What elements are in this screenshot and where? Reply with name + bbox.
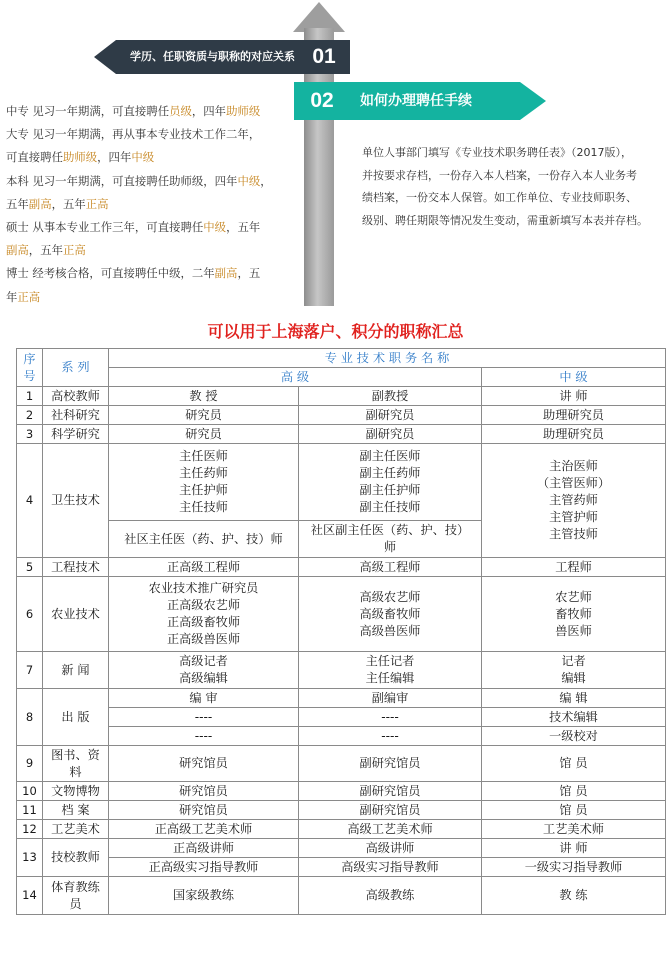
rule-highlight: 副高: [214, 266, 238, 281]
sign1-number: 01: [312, 45, 336, 68]
row-series-line: 员: [69, 896, 82, 911]
rule-text: 可直接聘任: [6, 150, 63, 165]
page-title: 可以用于上海落户、积分的职称汇总: [207, 322, 464, 341]
header-no: 序 号: [17, 349, 43, 387]
row-vice-senior: 副研究馆员: [299, 746, 482, 782]
row-middle: 一级实习指导教师: [482, 858, 666, 877]
rule-text: ，五年: [226, 220, 261, 235]
row-senior-line: 正高级畜牧师: [166, 615, 241, 629]
row-no: 11: [17, 801, 43, 820]
rule-line: [6, 170, 296, 193]
row-senior: 研究员: [109, 406, 299, 425]
row-vice-senior: 高级教练: [299, 877, 482, 915]
row-no: 6: [17, 577, 43, 652]
row-senior: 编 审: [109, 689, 299, 708]
row-series: 出 版: [43, 689, 109, 746]
row-middle-line: 农艺师: [555, 589, 592, 604]
table-row: [17, 801, 666, 820]
row-senior: ----: [109, 727, 299, 746]
row-series: 科学研究: [43, 425, 109, 444]
table-row: [17, 425, 666, 444]
rule-text: 博士 经考核合格，可直接聘任中级，二年: [6, 266, 215, 281]
row-vice-senior-line: 社区副主任医（药、护、技）: [310, 523, 470, 537]
row-senior-line: 主任药师: [179, 466, 228, 480]
row-senior: [109, 652, 299, 689]
rule-line: [6, 123, 296, 146]
rule-highlight: 正高: [85, 196, 109, 211]
table-row: [17, 444, 666, 521]
row-middle: 馆 员: [482, 746, 666, 782]
rule-line: [6, 239, 296, 262]
table-row: [17, 652, 666, 689]
rule-text: 硕士 从事本专业工作三年，可直接聘任: [6, 220, 204, 235]
row-middle: 工程师: [482, 558, 666, 577]
row-series: 高校教师: [43, 387, 109, 406]
rule-line: [6, 216, 296, 239]
row-vice-senior: [299, 444, 482, 521]
row-vice-senior: 高级工程师: [299, 558, 482, 577]
row-middle-line: 主治医师: [549, 459, 598, 473]
row-middle: 工艺美术师: [482, 820, 666, 839]
row-series: [43, 746, 109, 782]
row-middle-line: 兽医师: [555, 623, 592, 638]
row-senior: 正高级工艺美术师: [109, 820, 299, 839]
row-middle-line: （主管医师）: [536, 476, 611, 490]
row-vice-senior: [299, 577, 482, 652]
rule-highlight: 中级: [203, 220, 227, 235]
rule-text: ，四年: [191, 104, 227, 118]
row-senior-line: 主任医师: [179, 449, 228, 463]
row-vice-senior-line: 高级畜牧师: [359, 606, 421, 621]
rule-text: ，五年: [51, 196, 86, 211]
row-middle-line: 主管护师: [549, 510, 598, 524]
row-no: 2: [17, 406, 43, 425]
row-series: 农业技术: [43, 577, 109, 652]
row-series: 卫生技术: [43, 444, 109, 558]
rule-text: 年: [6, 289, 18, 304]
row-vice-senior-line: 高级兽医师: [359, 623, 421, 638]
rule-line: [6, 146, 296, 169]
row-middle: 讲 师: [482, 839, 666, 858]
rule-highlight: 助师级: [62, 150, 98, 165]
row-vice-senior: [299, 521, 482, 558]
rule-line: [6, 193, 296, 216]
rule-text: ，五年: [28, 243, 63, 258]
row-senior: 社区主任医（药、护、技）师: [109, 521, 299, 558]
row-middle: 馆 员: [482, 801, 666, 820]
header-series: 系 列: [43, 349, 109, 387]
rule-highlight: 正高: [17, 289, 41, 304]
row-senior: 正高级讲师: [109, 839, 299, 858]
rule-highlight: 员级: [169, 104, 192, 118]
table-row: [17, 782, 666, 801]
row-vice-senior: 副编审: [299, 689, 482, 708]
header-middle: 中 级: [482, 368, 666, 387]
table-row: [17, 746, 666, 782]
row-no: 5: [17, 558, 43, 577]
row-middle: 助理研究员: [482, 425, 666, 444]
rule-highlight: 正高: [62, 243, 86, 258]
procedure-line: 并按要求存档，一份存入本人档案，一份存入本人业务考: [362, 168, 637, 182]
row-no: 1: [17, 387, 43, 406]
row-senior: [109, 577, 299, 652]
table-row: [17, 387, 666, 406]
table-header-row: [17, 349, 666, 368]
row-series: 工程技术: [43, 558, 109, 577]
row-series: 文物博物: [43, 782, 109, 801]
row-senior-line: 主任技师: [179, 500, 228, 514]
sign2-text: 如何办理聘任手续: [360, 93, 472, 109]
row-senior: ----: [109, 708, 299, 727]
row-vice-senior: 副研究员: [299, 425, 482, 444]
sign1-text: 学历、任职资质与职称的对应关系: [130, 50, 295, 63]
rule-text: 五年: [6, 196, 29, 211]
row-series: 社科研究: [43, 406, 109, 425]
row-middle-line: 记者: [561, 654, 586, 668]
row-no: 4: [17, 444, 43, 558]
table-row: [17, 820, 666, 839]
row-no: 13: [17, 839, 43, 877]
table-row: [17, 577, 666, 652]
row-middle: 编 辑: [482, 689, 666, 708]
row-vice-senior-line: 副主任药师: [359, 466, 421, 480]
row-no: 12: [17, 820, 43, 839]
row-middle: 讲 师: [482, 387, 666, 406]
row-senior-line: 正高级农艺师: [166, 598, 241, 612]
row-senior-line: 高级记者: [179, 654, 228, 668]
row-vice-senior-line: 主任编辑: [365, 671, 415, 685]
row-senior: 教 授: [109, 387, 299, 406]
rule-text: ，: [260, 173, 272, 188]
row-senior: 国家级教练: [109, 877, 299, 915]
sign2-banner: [294, 82, 520, 120]
table-row: [17, 877, 666, 915]
row-vice-senior: 副研究馆员: [299, 801, 482, 820]
table-row: [17, 839, 666, 858]
row-no: 8: [17, 689, 43, 746]
sign2-number: 02: [310, 89, 334, 112]
row-vice-senior: ----: [299, 727, 482, 746]
row-middle: 馆 员: [482, 782, 666, 801]
rule-text: 中专 见习一年期满，可直接聘任: [6, 104, 170, 118]
qualification-rules-text: [6, 100, 296, 309]
row-series-line: 料: [69, 764, 82, 779]
row-middle: [482, 577, 666, 652]
procedure-line: 单位人事部门填写《专业技术职务聘任表》（2017版），: [362, 146, 632, 159]
row-middle: 助理研究员: [482, 406, 666, 425]
row-series: 工艺美术: [43, 820, 109, 839]
row-vice-senior-line: 高级农艺师: [359, 589, 421, 604]
row-senior: 研究馆员: [109, 782, 299, 801]
row-no: 10: [17, 782, 43, 801]
row-senior-line: 主任护师: [179, 483, 228, 497]
row-series: 档 案: [43, 801, 109, 820]
rule-highlight: 中级: [131, 150, 155, 165]
row-vice-senior-line: 副主任护师: [359, 483, 421, 497]
row-senior: 研究馆员: [109, 801, 299, 820]
row-senior: 正高级工程师: [109, 558, 299, 577]
rule-line: [6, 262, 296, 285]
row-middle: 一级校对: [482, 727, 666, 746]
table-row: [17, 558, 666, 577]
row-senior: 研究员: [109, 425, 299, 444]
row-vice-senior-line: 副主任技师: [359, 500, 421, 514]
row-series: 技校教师: [43, 839, 109, 877]
sign2-arrow-shape: [520, 82, 546, 120]
row-middle: [482, 652, 666, 689]
row-vice-senior-line: 主任记者: [365, 654, 415, 668]
row-senior: [109, 444, 299, 521]
procedure-line: 绩档案，一份交本人保管。如工作单位、专业技师职务、: [362, 191, 637, 204]
row-vice-senior: 高级工艺美术师: [299, 820, 482, 839]
rule-line: [6, 286, 296, 309]
row-middle: 技术编辑: [482, 708, 666, 727]
rule-highlight: 中级: [237, 173, 261, 188]
rule-highlight: 副高: [28, 196, 52, 211]
row-vice-senior: 高级实习指导教师: [299, 858, 482, 877]
row-vice-senior: 高级讲师: [299, 839, 482, 858]
rule-highlight: 助师级: [226, 104, 261, 118]
row-no: 7: [17, 652, 43, 689]
table-row: [17, 727, 666, 746]
row-series: 新 闻: [43, 652, 109, 689]
rule-highlight: 副高: [6, 243, 29, 258]
row-no: 14: [17, 877, 43, 915]
procedure-line: 级别、聘任期限等情况发生变动，需重新填写本表并存档。: [362, 213, 648, 227]
row-middle-line: 主管药师: [549, 493, 598, 507]
header-group: 专 业 技 术 职 务 名 称: [109, 349, 666, 368]
row-vice-senior: ----: [299, 708, 482, 727]
row-series-line: 图书、资: [51, 747, 100, 762]
row-vice-senior-line: 副主任医师: [359, 449, 421, 463]
row-middle: [482, 444, 666, 558]
row-series: [43, 877, 109, 915]
row-vice-senior: 副教授: [299, 387, 482, 406]
row-vice-senior: [299, 652, 482, 689]
row-vice-senior: 副研究馆员: [299, 782, 482, 801]
row-no: 9: [17, 746, 43, 782]
table-subheader-row: [17, 368, 666, 387]
row-senior-line: 农业技术推广研究员: [148, 581, 259, 595]
row-senior: 研究馆员: [109, 746, 299, 782]
row-senior-line: 高级编辑: [179, 671, 228, 685]
table-row: [17, 689, 666, 708]
row-vice-senior-line: 师: [383, 540, 397, 554]
row-series-line: 体育教练: [51, 879, 100, 894]
rule-text: 本科 见习一年期满，可直接聘任助师级，四年: [6, 173, 238, 188]
table-row: [17, 708, 666, 727]
sign1-arrow-shape: [94, 40, 116, 74]
row-vice-senior: 副研究员: [299, 406, 482, 425]
appointment-procedure-text: [362, 142, 666, 232]
row-no: 3: [17, 425, 43, 444]
table-row: [17, 406, 666, 425]
rule-text: 大专 见习一年期满，再从事本专业技术工作二年，: [6, 127, 261, 142]
row-senior: 正高级实习指导教师: [109, 858, 299, 877]
row-middle: 教 练: [482, 877, 666, 915]
rule-line: [6, 100, 296, 123]
row-senior-line: 正高级兽医师: [166, 632, 241, 646]
row-middle-line: 主管技师: [549, 527, 598, 541]
rule-text: ，五: [237, 266, 261, 281]
header-senior: 高 级: [109, 368, 482, 387]
title-summary-table: [16, 348, 666, 915]
row-middle-line: 畜牧师: [555, 606, 592, 621]
rule-text: ，四年: [97, 150, 132, 165]
table-row: [17, 858, 666, 877]
row-middle-line: 编辑: [561, 671, 586, 685]
